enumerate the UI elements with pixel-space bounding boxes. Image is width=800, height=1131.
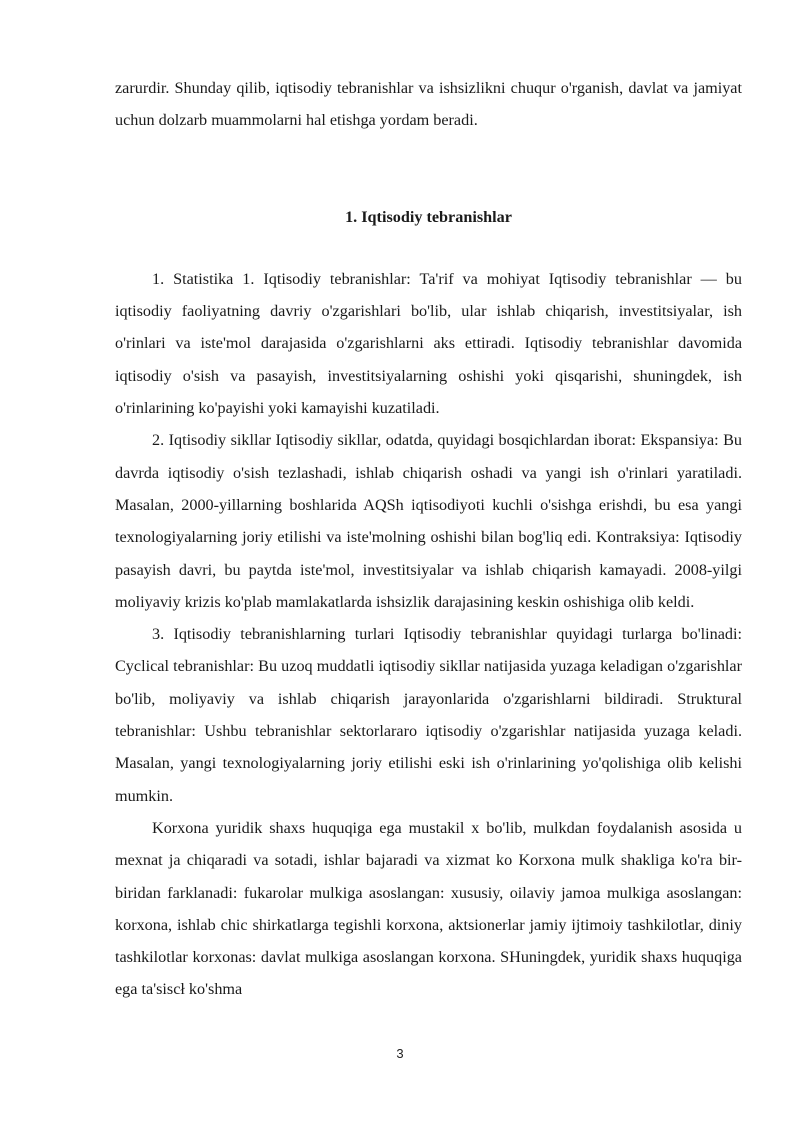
body-paragraph-4: Korxona yuridik shaxs huquqiga ega mustakil x bo'lib, mulkdan foydalanish asosida u mexnat ja chiqaradi va sotadi, ishlar bajaradi va xizmat ko Korxona mulk shakliga ko'ra bir- biridan farklanadi: fukarolar mulkiga asoslangan: xususiy, oilaviy jamoa mulkiga asoslangan: korxona, ishlab chic shirkatlarga tegishli korxona, aktsionerlar jamiy ijtimoiy tashkilotlar, diniy tashkilotlar korxonas: davlat mulkiga asoslangan korxona. SHuningdek, yuridik shaxs huquqiga ega ta'siscł ko'shma: [115, 818, 742, 999]
body-paragraph-1: 1. Statistika 1. Iqtisodiy tebranishlar: Ta'rif va mohiyat Iqtisodiy tebranishlar — bu iqtisodiy faoliyatning davriy o'zgarishlari bo'lib, ular ishlab chiqarish, investitsiyalar, ish o'rinlari va iste'mol darajasida o'zgarishlarni aks ettiradi. Iqtisodiy tebranishlar davomida iqtisodiy o'sish va pasayish, investitsiyalarning oshishi yoki qisqarishi, shuningdek, ish o'rinlarining ko'payishi yoki kamayishi kuzatiladi.: [115, 269, 742, 418]
page-content: [115, 72, 742, 1006]
section-title: 1. Iqtisodiy tebranishlar: [345, 207, 512, 226]
intro-paragraph: zarurdir. Shunday qilib, iqtisodiy tebranishlar va ishsizlikni chuqur o'rganish, davlat va jamiyat uchun dolzarb muammolarni hal etishga yordam beradi.: [115, 79, 742, 130]
body-paragraph-3: 3. Iqtisodiy tebranishlarning turlari Iqtisodiy tebranishlar quyidagi turlarga bo'linadi: Cyclical tebranishlar: Bu uzoq muddatli iqtisodiy sikllar natijasida yuzaga keladigan o'zgarishlar bo'lib, moliyaviy va ishlab chiqarish jarayonlarida o'zgarishlarni bildiradi. Struktural tebranishlar: Ushbu tebranishlar sektorlararo iqtisodiy o'zgarishlar natijasida yuzaga keladi. Masalan, yangi texnologiyalarning joriy etilishi eski ish o'rinlarining yo'qolishiga olib kelishi mumkin.: [115, 625, 742, 805]
body-paragraph-2: 2. Iqtisodiy sikllar Iqtisodiy sikllar, odatda, quyidagi bosqichlardan iborat: Ekspansiya: Bu davrda iqtisodiy o'sish tezlashadi, ishlab chiqarish oshadi va yangi ish o'rinlari yaratiladi. Masalan, 2000-yillarning boshlarida AQSh iqtisodiyoti kuchli o'sishga erishdi, bu esa yangi texnologiyalarning joriy etilishi va iste'molning oshishi bilan bog'liq edi. Kontraksiya: Iqtisodiy pasayish davri, bu paytda iste'mol, investitsiyalar va ishlab chiqarish kamayadi. 2008-yilgi moliyaviy krizis ko'plab mamlakatlarda ishsizlik darajasining keskin oshishiga olib keldi.: [115, 431, 742, 611]
page-number: 3: [396, 1046, 404, 1061]
